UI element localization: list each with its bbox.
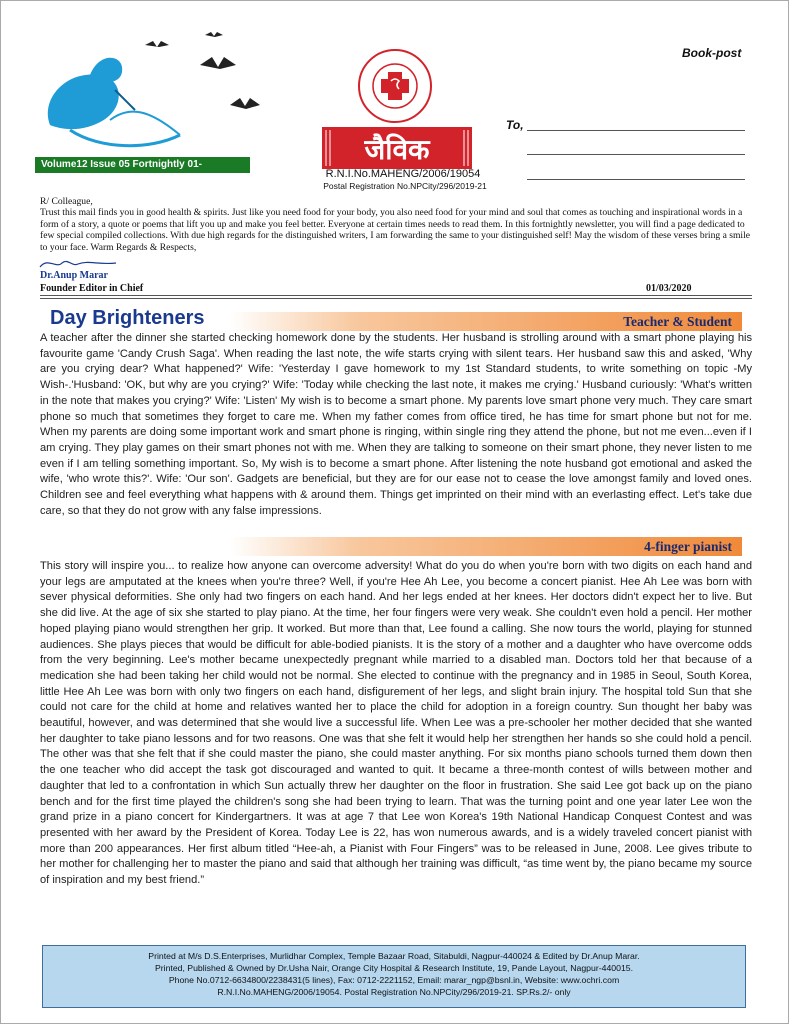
- divider: [40, 298, 752, 299]
- masthead-title: जैविक: [364, 133, 430, 166]
- footer-line: Printed at M/s D.S.Enterprises, Murlidhar Complex, Temple Bazaar Road, Sitabuldi, Nagpur-440024 & Edited by Dr.Anup Marar.: [148, 951, 640, 961]
- signature: [38, 255, 118, 271]
- hospital-seal-icon: [357, 48, 433, 124]
- address-line: [527, 130, 745, 131]
- rni-number: R.N.I.No.MAHENG/2006/19054: [325, 168, 481, 180]
- footer-line: R.N.I.No.MAHENG/2006/19054. Postal Registration No.NPCity/296/2019-21. SP.Rs.2/- only: [217, 987, 571, 997]
- to-label: To,: [506, 118, 524, 132]
- editor-letter: R/ Colleague, Trust this mail finds you in good health & spirits. Just like you need food for your body, you also need food for your mind and soul that comes as touching and inspirational words in a form of a story, a quote or poems that lift you up and make you feel better. Everyone at certain times needs to read them. In this fortnightly newsletter, you will find a page dedicated to few special compiled collections. With due high regards for the distinguished writers, I am forwarding the same to your distinguished self! May the wisdom of these verses bring a smile to your face. Warm Regards & Respects,: [40, 196, 751, 253]
- book-post-label: Book-post: [682, 46, 742, 60]
- birds-icon: [140, 30, 270, 125]
- section-title: Day Brighteners: [50, 307, 205, 329]
- story-body-teacher: A teacher after the dinner she started checking homework done by the students. Her husband is strolling around with a smart phone playing his favourite game 'Candy Crush Saga'. When reading the last note, the wife starts crying with silent tears. Her husband saw this and asked, 'Why are you crying dear? What happened?' Wife: 'Yesterday I gave homework to my 1st Standard students, to write something on topic -My Wish-.'Husband: 'OK, but why are you crying?' Wife: 'Today while checking the last note, it makes me crying.' Husband curiously: 'What's written in the note that makes you crying?' Wife: 'Listen' My wish is to become a smart phone. My parents love smart phone very much. They care smart phone so much that sometimes they forget to care me. When my father comes from office tired, he has time for smart phone but not for me. When my parents are doing some important work and smart phone is ringing, within single ring they attend the phone, but not me even...even if I am crying. They play games on their smart phones not with me. When they are talking to someone on their smart phone, they never listen to me even if I am telling something important. So, My wish is to become a smart phone. After listening the note husband got emotional and asked the wife, 'who wrote this?'. Wife: 'Our son'. Gadgets are beneficial, but they are for our ease not to cease the love amongst family and loved ones. Children see and feel everything what happens with & around them. Things get imprinted on their mind with an everlasting effect. Let's take due care, so that they do not grow with any false impressions.: [40, 332, 752, 517]
- story-heading-teacher: Teacher & Student: [230, 312, 742, 331]
- story-heading-pianist: 4-finger pianist: [230, 537, 742, 556]
- editor-name: Dr.Anup Marar: [40, 270, 108, 281]
- publisher-footer: [42, 945, 746, 1008]
- divider: [40, 295, 752, 296]
- footer-line: Phone No.0712-6634800/2238431(5 lines), Fax: 0712-2221152, Email: marar_ngp@bsnl.in, Website: www.ochri.com: [168, 975, 620, 985]
- story-body-pianist: This story will inspire you... to realize how anyone can overcome adversity! What do you do when you're born with two digits on each hand and your legs are amputated at the knees when you're three? Well, if you're Hee Ah Lee, you become a concert pianist. Hee Ah Lee was born with sever physical deformities. She only had two fingers on each hand. And her legs ended at her knees. Her doctors didn't expect her to live. But she did live. At the age of six she started to play piano. At the time, her four fingers were very weak. She couldn't even hold a pencil. Her mother hoped playing piano would strengthen her grip. It worked. But more than that, Lee found a calling. She now tours the world, playing for stunned audiences. She plays pieces that would be difficult for able-bodied pianists. It is the story of a mother and a daughter who have overcome odds from the very beginning. Lee's mother became unexpectedly pregnant while married to a disabled man. Doctors told her that because of a medication she had been taking her child would not be normal. She elected to continue with the pregnancy and in 1985 in Seoul, South Korea, little Hee Ah Lee was born with only two fingers on each hand, disfigurement of her legs, and slight brain injury. The hospital told Sun that she could not care for the child at home and relatives wanted her to place the child for adoption in a foreign country. Sun thought her baby was beautiful, however, and was determined that she would live a successful life. When Lee was a pre-schooler her mother decided that she wanted her daughter to take piano lessons and for two reasons. One was that she felt it would help her strengthen her hands so she could hold a pencil. The other was that she felt that if she could master the piano, she could master anything. For six months piano schools turned them down then the one teacher who did accept the task got discouraged and wanted to quit. It became a three-month contest of wills between mother and daughter that led to a confrontation in which Sun actually threw her daughter on the floor in frustration. She said Lee got back up on the piano bench and for the first time played the children's song she had been trying to learn. That was the turning point and one year later Lee won the grand prize in a piano concert for Kindergartners. It was at age 7 that Lee won Korea's 19th National Handicap Conquest Contest and was presented with her award by the President of Korea. Today Lee is 22, has won numerous awards, and is a widely traveled concert pianist with more than 200 appearances. Her first album titled “Hee-ah, a Pianist with Four Fingers” was to be released in June, 2008. Lee gives tribute to her mother for challenging her to master the piano and said that although her training was difficult, “as time went by, the piano became my source of inspiration and my best friend.”: [40, 560, 752, 887]
- postal-registration: Postal Registration No.NPCity/296/2019-21: [323, 181, 487, 191]
- masthead-logo: [322, 127, 472, 169]
- editor-title: Founder Editor in Chief: [40, 283, 144, 294]
- address-line: [527, 179, 745, 180]
- letter-date: 01/03/2020: [646, 283, 692, 294]
- footer-line: Printed, Published & Owned by Dr.Usha Nair, Orange City Hospital & Research Institute, 19, Pande Layout, Nagpur-440015.: [154, 963, 634, 973]
- address-line: [527, 154, 745, 155]
- issue-info: Volume12 Issue 05 Fortnightly 01-15/03/2020: [35, 157, 250, 173]
